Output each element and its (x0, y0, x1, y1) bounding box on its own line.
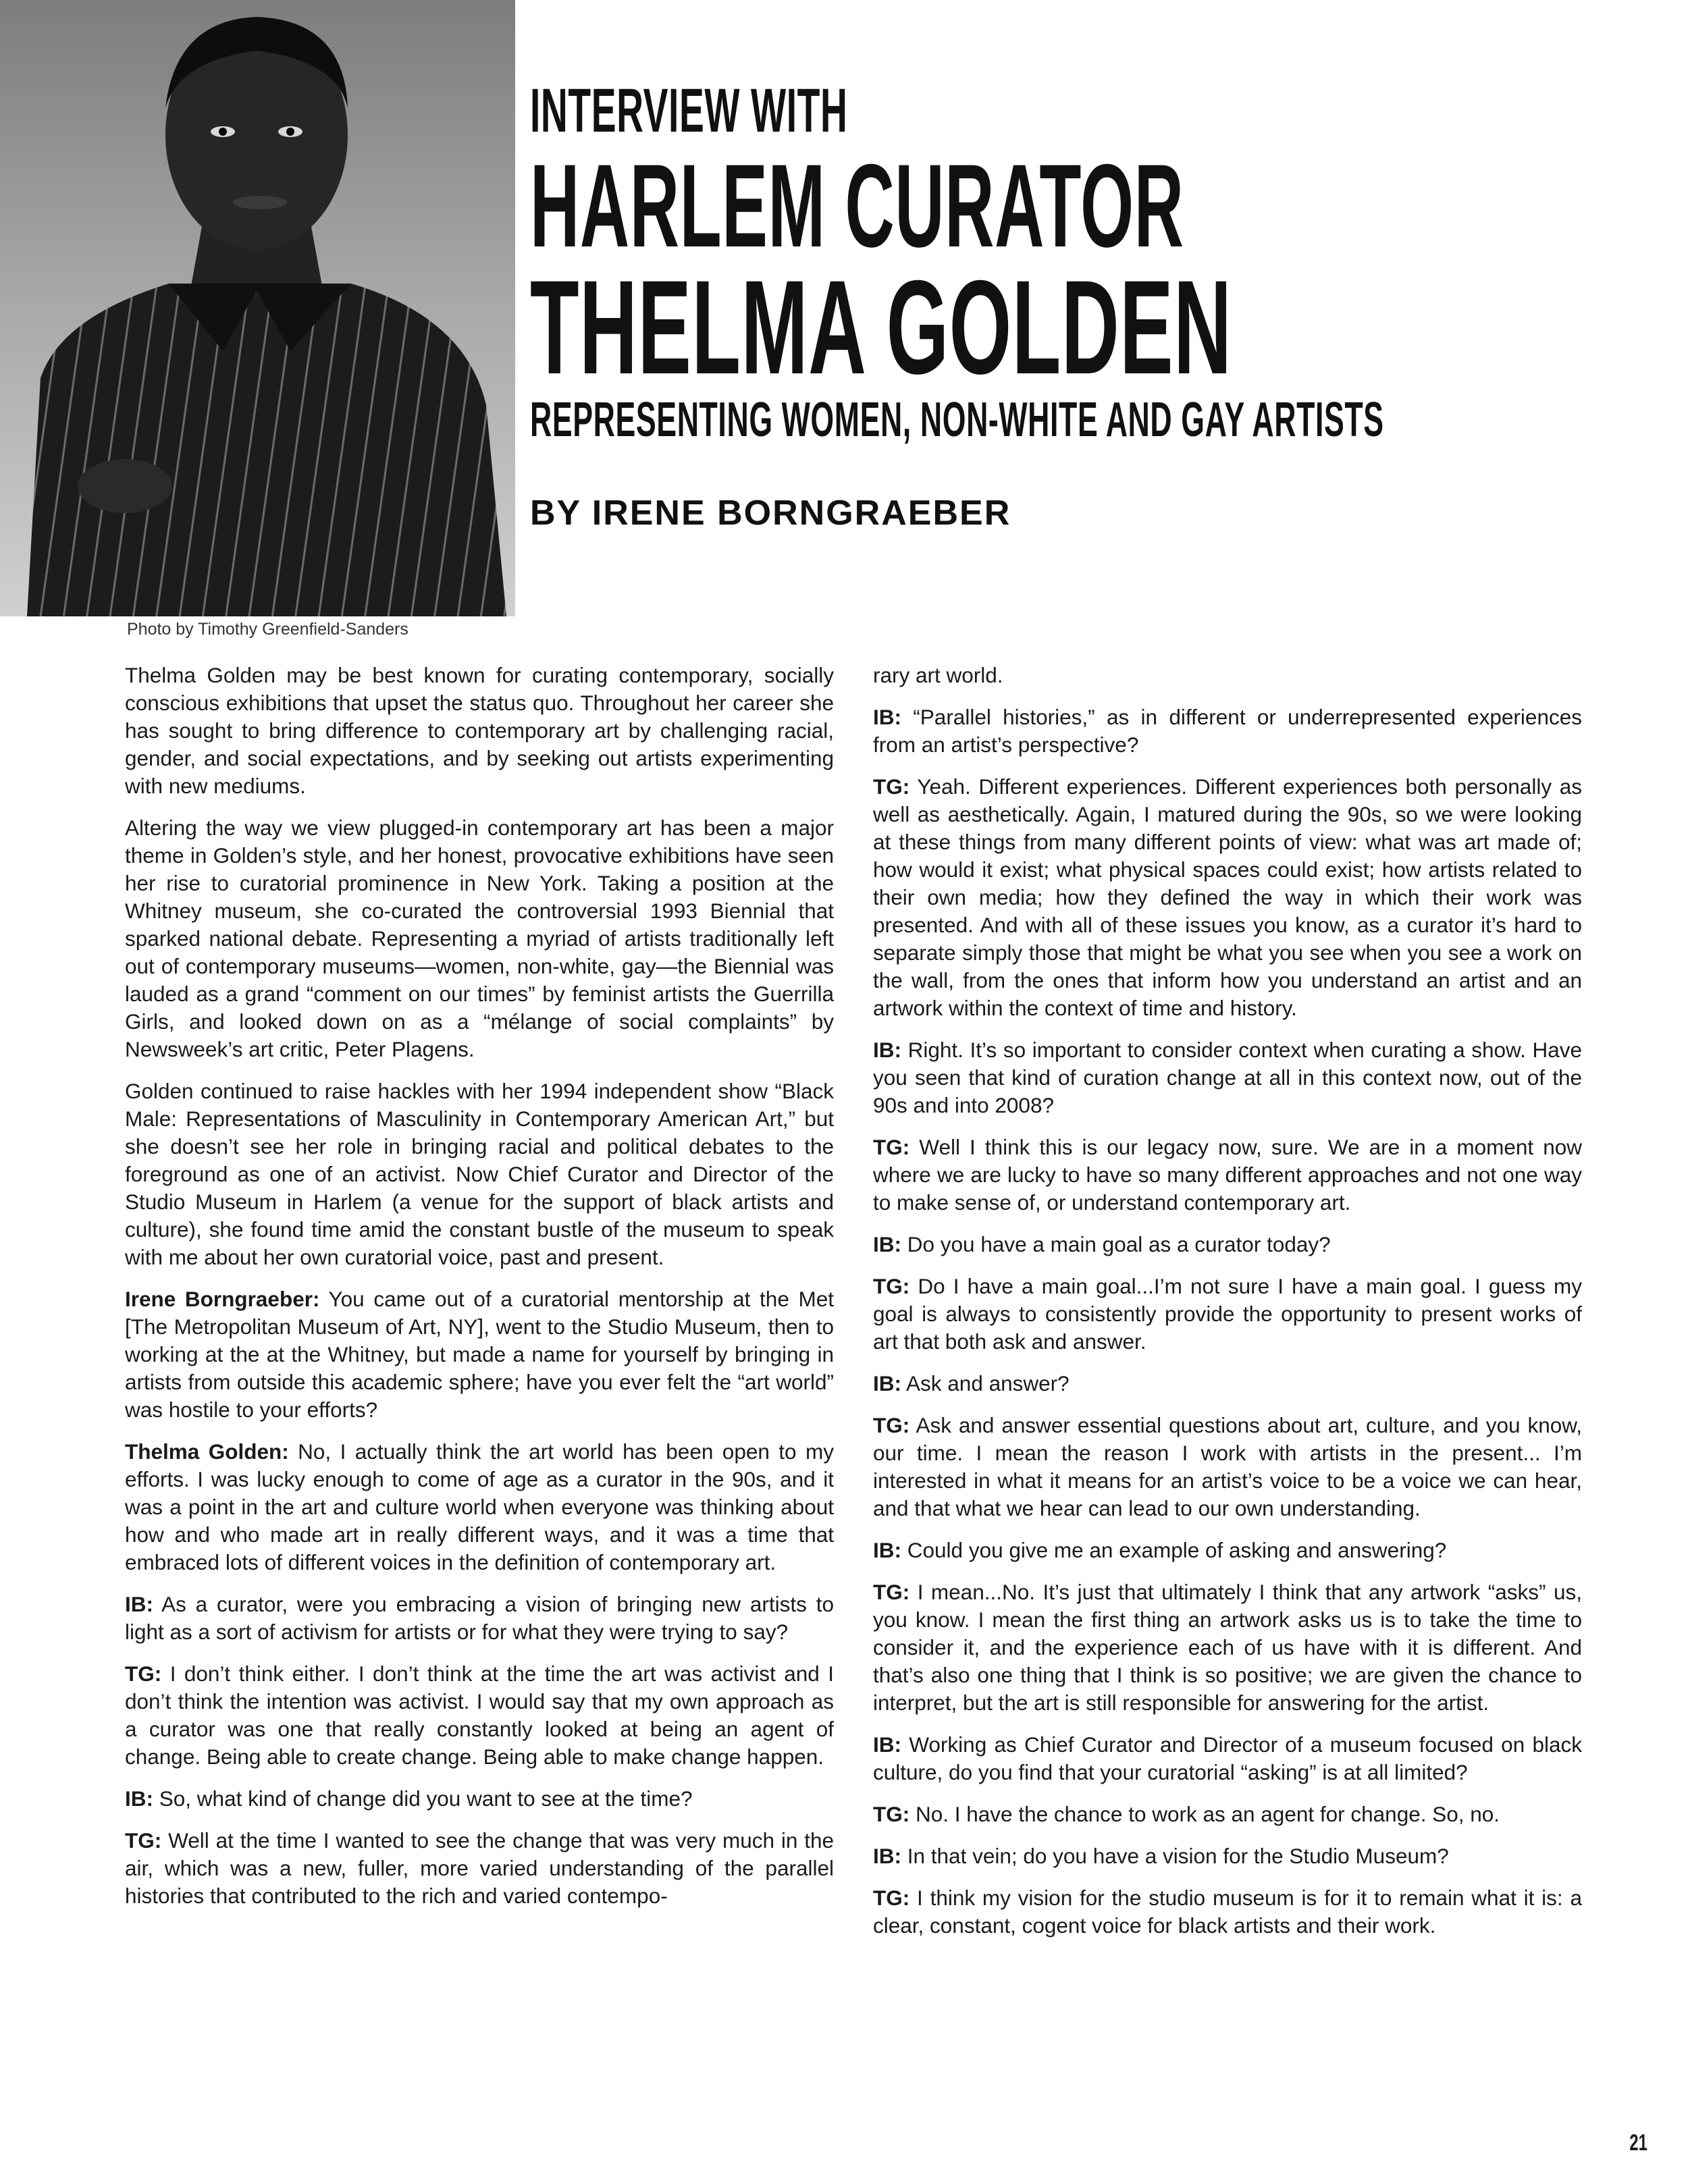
paragraph (873, 1842, 1582, 1870)
paragraph-text: As a curator, were you embracing a vision of bringing new artists to light as a sort of activism for artists or for what they were trying to say? (125, 1592, 834, 1644)
speaker-label: IB: (873, 1038, 901, 1062)
speaker-label: IB: (873, 1732, 901, 1757)
paragraph-text: Well I think this is our legacy now, sure. We are in a moment now where we are lucky to have so many different approaches and not one way to make sense of, or understand contemporary art. (873, 1135, 1582, 1215)
paragraph-text: I mean...No. It’s just that ultimately I think that any artwork “asks” us, you know. I mean the first thing an artwork asks us is to take the time to consider it, and the experience each of us have with it is different. And that’s also one thing that I think is so positive; we are given the chance to interpret, but the art is still responsible for answering for the artist. (873, 1580, 1582, 1715)
paragraph (873, 1231, 1582, 1258)
paragraph-text: Well at the time I wanted to see the change that was very much in the air, which was a new, fuller, more varied understanding of the parallel histories that contributed to the rich and varied contempo- (125, 1828, 834, 1908)
speaker-label: TG: (873, 1274, 910, 1298)
paragraph-text: Do I have a main goal...I’m not sure I have a main goal. I guess my goal is always to consistently provide the opportunity to present works of art that both ask and answer. (873, 1274, 1582, 1354)
paragraph (873, 1036, 1582, 1119)
speaker-label: Irene Borngraeber: (125, 1287, 320, 1311)
paragraph-text: Do you have a main goal as a curator today? (907, 1232, 1331, 1256)
paragraph-text: I don’t think either. I don’t think at the time the art was activist and I don’t think the intention was activist. I would say that my own approach as a curator was one that really constantly looked at being an agent of change. Being able to create change. Being able to make change happen. (125, 1661, 834, 1769)
paragraph-text: No, I actually think the art world has been open to my efforts. I was lucky enough to come of age as a curator in the 90s, and it was a point in the art and culture world when everyone was thinking about how and who made art in really different ways, and it was a time that embraced lots of different voices in the definition of contemporary art. (125, 1439, 834, 1574)
paragraph-text: Altering the way we view plugged-in contemporary art has been a major theme in Golden’s style, and her honest, provocative exhibitions have seen her rise to curatorial prominence in New York. Taking a position at the Whitney museum, she co-curated the controversial 1993 Biennial that sparked national debate. Representing a myriad of artists traditionally left out of contemporary museums—women, non-white, gay—the Biennial was lauded as a grand “comment on our times” by feminist artists the Guerrilla Girls, and looked down on as a “mélange of social complaints” by Newsweek’s art critic, Peter Plagens. (125, 816, 834, 1061)
paragraph (125, 1827, 834, 1910)
paragraph-text: I think my vision for the studio museum is for it to remain what it is: a clear, constant, cogent voice for black artists and their work. (873, 1886, 1582, 1938)
headline-subtitle: REPRESENTING WOMEN, NON-WHITE AND GAY ARTISTS (530, 393, 1384, 447)
paragraph (125, 1438, 834, 1576)
headline-line-1: INTERVIEW WITH (530, 76, 848, 145)
paragraph (125, 1077, 834, 1271)
paragraph (873, 1801, 1582, 1828)
paragraph (125, 1591, 834, 1646)
speaker-label: IB: (873, 1538, 901, 1562)
portrait-photo (0, 0, 515, 616)
paragraph (873, 773, 1582, 1022)
speaker-label: TG: (873, 1413, 910, 1437)
paragraph (125, 1785, 834, 1813)
speaker-label: IB: (873, 705, 901, 729)
paragraph-text: rary art world. (873, 663, 1003, 687)
headline-line-3: THELMA GOLDEN (530, 252, 1232, 402)
photo-credit: Photo by Timothy Greenfield-Sanders (127, 620, 408, 639)
paragraph (873, 1731, 1582, 1786)
headline-line-2: HARLEM CURATOR (530, 140, 1184, 272)
paragraph-text: Working as Chief Curator and Director of a museum focused on black culture, do you find that your curatorial “asking” is at all limited? (873, 1732, 1582, 1784)
page-number: 21 (1629, 2130, 1647, 2156)
paragraph (873, 1273, 1582, 1356)
speaker-label: TG: (125, 1828, 162, 1853)
speaker-label: IB: (873, 1232, 901, 1256)
paragraph-text: “Parallel histories,” as in different or underrepresented experiences from an artist’s perspective? (873, 705, 1582, 757)
paragraph (873, 1370, 1582, 1397)
paragraph-text: Ask and answer essential questions about art, culture, and you know, our time. I mean the reason I work with artists in the present... I’m interested in what it means for an artist’s voice to be a voice we can hear, and that what we hear can lead to our own understanding. (873, 1413, 1583, 1520)
paragraph-text: Ask and answer? (906, 1371, 1070, 1395)
speaker-label: TG: (873, 774, 910, 799)
speaker-label: TG: (873, 1802, 910, 1826)
speaker-label: TG: (873, 1580, 910, 1604)
paragraph (873, 1537, 1582, 1564)
speaker-label: TG: (125, 1661, 162, 1686)
paragraph-text: Yeah. Different experiences. Different experiences both personally as well as aesthetically. Again, I matured during the 90s, so we were looking at these things from many different points of view: what was art made of; how would it exist; what physical spaces could exist; how artists related to their own media; how they defined the way in which their work was presented. And with all of these issues you know, as a curator it’s hard to separate simply those that might be what you see when you see a work on the wall, from the ones that inform how you understand an artist and an artwork within the context of time and history. (873, 774, 1582, 1020)
paragraph (125, 814, 834, 1063)
paragraph-text: Could you give me an example of asking and answering? (907, 1538, 1447, 1562)
paragraph-text: In that vein; do you have a vision for the Studio Museum? (907, 1844, 1449, 1868)
left-column (125, 662, 834, 1924)
paragraph-text: So, what kind of change did you want to see at the time? (159, 1786, 693, 1811)
paragraph (873, 1578, 1582, 1717)
paragraph-text: You came out of a curatorial mentorship at the Met [The Metropolitan Museum of Art, NY], went to the Studio Museum, then to working at the at the Whitney, but made a name for yourself by bringing in artists from outside this academic sphere; have you ever felt the “art world” was hostile to your efforts? (125, 1287, 834, 1422)
speaker-label: IB: (873, 1844, 901, 1868)
paragraph (873, 1134, 1582, 1217)
speaker-label: TG: (873, 1886, 910, 1910)
portrait-illustration (0, 0, 515, 616)
paragraph (873, 1412, 1582, 1522)
right-column (873, 662, 1582, 1954)
speaker-label: IB: (125, 1786, 153, 1811)
speaker-label: IB: (873, 1371, 901, 1395)
speaker-label: TG: (873, 1135, 910, 1159)
speaker-label: IB: (125, 1592, 153, 1616)
paragraph (873, 703, 1582, 759)
paragraph (125, 1660, 834, 1771)
speaker-label: Thelma Golden: (125, 1439, 289, 1464)
paragraph (873, 662, 1582, 689)
paragraph-text: Right. It’s so important to consider context when curating a show. Have you seen that kind of curation change at all in this context now, out of the 90s and into 2008? (873, 1038, 1582, 1117)
byline: BY IRENE BORNGRAEBER (530, 494, 1011, 533)
paragraph (125, 1285, 834, 1424)
paragraph (125, 662, 834, 800)
paragraph-text: No. I have the chance to work as an agent for change. So, no. (916, 1802, 1500, 1826)
paragraph-text: Golden continued to raise hackles with her 1994 independent show “Black Male: Representations of Masculinity in Contemporary American Art,” but she doesn’t see her role in bringing racial and political debates to the foreground as one of an activist. Now Chief Curator and Director of the Studio Museum in Harlem (a venue for the support of black artists and culture), she found time amid the constant bustle of the museum to speak with me about her own curatorial voice, past and present. (125, 1079, 834, 1269)
paragraph-text: Thelma Golden may be best known for curating contemporary, socially conscious exhibitions that upset the status quo. Throughout her career she has sought to bring difference to contemporary art by challenging racial, gender, and social expectations, and by seeking out artists experimenting with new mediums. (125, 663, 834, 798)
paragraph (873, 1884, 1582, 1940)
